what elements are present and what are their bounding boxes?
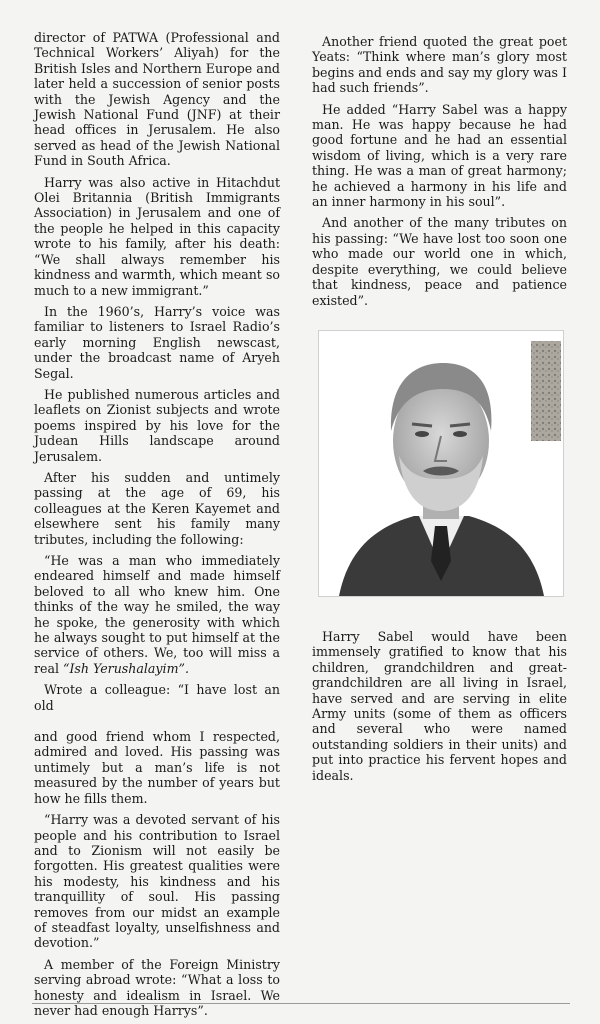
paragraph-hitachdut: Harry was also active in Hitachdut Olei Britannia (British Immigrants Association) in Jerusalem and one of the people he helped in this capacity wrote to his family, after his death: “We shall always remember his kindness and warmth, which meant so much to a new immigrant.”	[34, 174, 280, 298]
paragraph-colleague-cont: and good friend whom I respected, admired and loved. His passing was untimely but a man’s life is not measured by the number of years but how he fills them.	[34, 729, 280, 806]
left-column	[34, 30, 280, 1024]
tribute-1-emphasis: “Ish Yerushalayim”.	[63, 660, 189, 676]
paragraph-radio: In the 1960’s, Harry’s voice was familiar to listeners to Israel Radio’s early morning English newscast, under the broadcast name of Aryeh Segal.	[34, 303, 280, 381]
paragraph-happy-man: He added “Harry Sabel was a happy man. He was happy because he had good fortune and he had an essential wisdom of living, which is a very rare thing. He was a man of great harmony; he achieved a harmony in his life and an inner harmony in his soul”.	[312, 101, 567, 210]
paragraph-foreign-ministry: A member of the Foreign Ministry serving abroad wrote: “What a loss to honesty and idealism in Israel. We never had enough Harrys”.	[34, 956, 280, 1018]
portrait-photo	[318, 330, 564, 597]
paragraph-passing: After his sudden and untimely passing at the age of 69, his colleagues at the Keren Kayemet and elsewhere sent his family many tributes, including the following:	[34, 469, 280, 547]
paragraph-tribute-3: And another of the many tributes on his passing: “We have lost too soon one who made our world one in which, despite everything, we could believe that kindness, peace and patience existed”.	[312, 215, 567, 308]
portrait-illustration	[319, 331, 563, 596]
page-bottom-rule	[32, 1003, 570, 1004]
paragraph-yeats: Another friend quoted the great poet Yeats: “Think where man’s glory most begins and ends and say my glory was I had such friends”.	[312, 34, 567, 96]
paragraph-publications: He published numerous articles and leaflets on Zionist subjects and wrote poems inspired by his love for the Judean Hills landscape around Jerusalem.	[34, 386, 280, 464]
paragraph-legacy: Harry Sabel would have been immensely gratified to know that his children, grandchildren and great-grandchildren are all living in Israel, have served and are serving in elite Army units (some of them as officers and several who were named outstanding soldiers in their units) and put into practice his fervent hopes and ideals.	[312, 628, 567, 783]
paragraph-tribute-1	[34, 553, 280, 676]
right-column	[312, 34, 567, 789]
paragraph-career: director of PATWA (Professional and Technical Workers’ Aliyah) for the British Isles and Northern Europe and later held a succession of senior posts with the Jewish Agency and the Jewish National Fund (JNF) at their head offices in Jerusalem. He also served as head of the Jewish National Fund in South Africa.	[34, 30, 280, 169]
column-break	[34, 719, 280, 729]
paragraph-tribute-2: “Harry was a devoted servant of his people and his contribution to Israel and to Zionism will not easily be forgotten. His greatest qualities were his modesty, his kindness and his tranquillity of soul. His passing removes from our midst an example of steadfast loyalty, unselfishness and devotion.”	[34, 812, 280, 951]
tribute-1-text: “He was a man who immediately endeared himself and made himself beloved to all who knew him. One thinks of the way he smiled, the way he spoke, the generosity with which he always sought to put himself at the service of others. We, too will miss a real	[34, 553, 280, 676]
paragraph-colleague-intro: Wrote a colleague: “I have lost an old	[34, 682, 280, 713]
